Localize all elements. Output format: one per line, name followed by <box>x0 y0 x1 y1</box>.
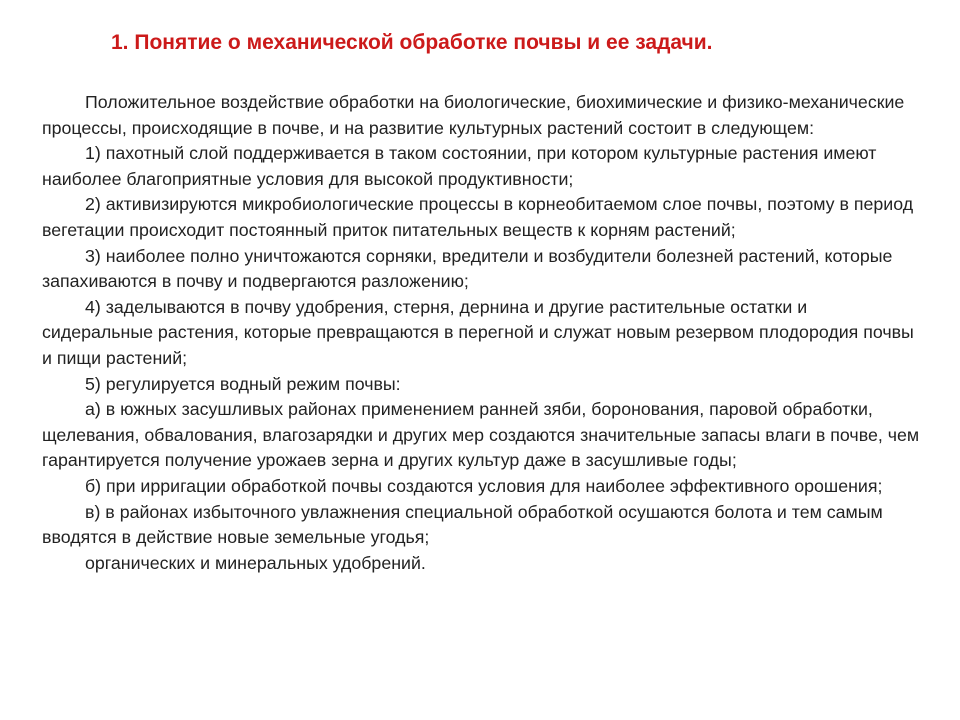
list-item-5: 5) регулируется водный режим почвы: <box>85 373 401 394</box>
sub-item-b: б) при ирригации обработкой почвы создаются условия для наиболее эффективного орошения; <box>85 475 883 496</box>
list-item-2: 2) активизируются микробиологические процессы в корнеобитаемом слое почвы, поэтому в период вегетации происходит постоянный приток питательных веществ к корням растений; <box>42 194 914 240</box>
list-item-4: 4) заделываются в почву удобрения, стерня, дернина и другие растительные остатки и сидеральные растения, которые превращаются в перегной и служат новым резервом плодородия почвы и пищи растений; <box>42 296 914 368</box>
paragraph-fertilizers: органических и минеральных удобрений. <box>85 552 426 573</box>
list-item-1: 1) пахотный слой поддерживается в таком состоянии, при котором культурные растения имеют наиболее благоприятные условия для высокой продуктивности; <box>42 143 877 189</box>
sub-item-c: в) в районах избыточного увлажнения специальной обработкой осушаются болота и тем самым вводятся в действие новые земельные угодья; <box>42 501 883 548</box>
list-item-3: 3) наиболее полно уничтожаются сорняки, вредители и возбудители болезней растений, которые запахиваются в почву и подвергаются разложению; <box>42 245 893 292</box>
sub-item-a: а) в южных засушливых районах применением ранней зяби, боронования, паровой обработки, щелевания, обвалования, влагозарядки и других мер создаются значительные запасы влаги в почве, чем гарантируется получение урожаев зерна и других культур даже в засушливые годы; <box>42 399 920 471</box>
slide-body <box>42 90 922 576</box>
slide-title: 1. Понятие о механической обработке почвы и ее задачи. <box>111 31 713 54</box>
paragraph-intro: Положительное воздействие обработки на биологические, биохимические и физико-механические процессы, происходящие в почве, и на развитие культурных растений состоит в следующем: <box>42 92 905 138</box>
